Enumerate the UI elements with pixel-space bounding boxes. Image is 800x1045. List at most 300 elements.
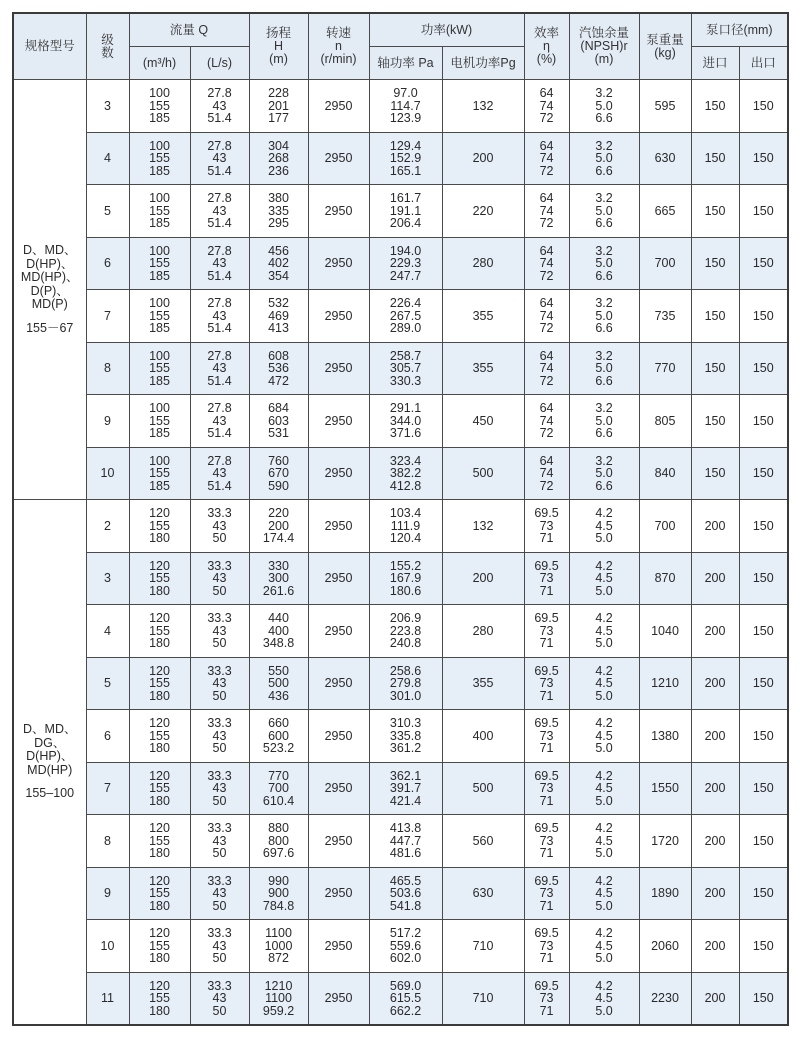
flow-m3h-cell-value: 100: [149, 243, 170, 258]
head-cell-value: 697.6: [262, 846, 295, 860]
efficiency-cell-value: 71: [539, 846, 554, 860]
shaft-power-cell-value: 247.7: [389, 268, 422, 283]
flow-ls-cell-value: 50: [212, 846, 227, 860]
npsh-cell: [569, 762, 639, 815]
shaft-power-cell-value: 152.9: [389, 151, 422, 165]
header-speed-line: (r/min): [320, 52, 357, 66]
stages-cell: 6: [86, 237, 129, 290]
motor-power-cell: 710: [442, 972, 524, 1025]
shaft-power-cell-value: 662.2: [389, 1003, 422, 1018]
efficiency-cell-value: 69.5: [534, 768, 559, 783]
shaft-power-cell-value: 103.4: [389, 506, 422, 520]
head-cell: [249, 500, 308, 553]
flow-ls-cell-value: 43: [212, 518, 227, 533]
flow-m3h-cell: [129, 552, 190, 605]
npsh-cell-value: 4.2: [595, 716, 613, 730]
head-cell: [249, 657, 308, 710]
shaft-power-cell-value: 129.4: [389, 138, 422, 153]
flow-m3h-cell: [129, 657, 190, 710]
flow-m3h-cell-value: 120: [149, 926, 170, 940]
npsh-cell-value: 4.5: [595, 728, 613, 743]
table-row: [13, 867, 788, 920]
flow-ls-cell-value: 27.8: [207, 401, 232, 415]
flow-ls-cell-value: 27.8: [207, 86, 232, 100]
head-cell: [249, 920, 308, 973]
model-code: 155–100: [25, 786, 75, 801]
shaft-power-cell: [369, 762, 442, 815]
outlet-cell: 150: [739, 920, 788, 973]
efficiency-cell-value: 73: [539, 623, 554, 638]
flow-ls-cell-value: 51.4: [207, 216, 232, 230]
flow-m3h-cell-value: 155: [149, 728, 170, 743]
flow-ls-cell: [190, 185, 249, 238]
flow-m3h-cell-value: 185: [149, 216, 170, 230]
head-cell: [249, 867, 308, 920]
npsh-cell-value: 3.2: [595, 138, 613, 153]
shaft-power-cell-value: 361.2: [389, 741, 422, 755]
npsh-cell-value: 6.6: [595, 426, 613, 440]
model-name-line: D(HP)、: [26, 749, 74, 764]
head-cell-value: 784.8: [262, 898, 295, 913]
npsh-cell-value: 4.5: [595, 833, 613, 848]
npsh-cell: [569, 342, 639, 395]
outlet-cell: 150: [739, 710, 788, 763]
outlet-cell: 150: [739, 395, 788, 448]
npsh-cell-value: 4.5: [595, 676, 613, 690]
inlet-cell: 200: [691, 657, 739, 710]
header-model: 规格型号: [13, 13, 86, 80]
stages-cell: 9: [86, 867, 129, 920]
flow-ls-cell: [190, 657, 249, 710]
flow-ls-cell: [190, 80, 249, 133]
weight-cell: 630: [639, 132, 691, 185]
npsh-cell-value: 4.5: [595, 991, 613, 1005]
flow-ls-cell: [190, 500, 249, 553]
shaft-power-cell: [369, 815, 442, 868]
flow-ls-cell-value: 50: [212, 741, 227, 755]
efficiency-cell-value: 71: [539, 531, 554, 545]
speed-cell: 2950: [308, 920, 369, 973]
shaft-power-cell-value: 206.4: [389, 216, 422, 230]
npsh-cell-value: 4.2: [595, 926, 613, 940]
npsh-cell: [569, 185, 639, 238]
flow-m3h-cell-value: 120: [149, 611, 170, 625]
flow-ls-cell-value: 43: [212, 308, 227, 323]
npsh-cell: [569, 920, 639, 973]
flow-m3h-cell: [129, 395, 190, 448]
shaft-power-cell-value: 362.1: [389, 768, 422, 783]
npsh-cell-value: 3.2: [595, 86, 613, 100]
npsh-cell: [569, 500, 639, 553]
table-row: [13, 342, 788, 395]
head-cell-value: 770: [268, 768, 289, 783]
header-weight-line: (kg): [654, 45, 676, 60]
head-cell: [249, 605, 308, 658]
weight-cell: 1720: [639, 815, 691, 868]
stages-cell: 10: [86, 920, 129, 973]
motor-power-cell: 710: [442, 920, 524, 973]
model-name-line: D(HP)、: [26, 256, 74, 271]
flow-m3h-cell-value: 155: [149, 151, 170, 165]
efficiency-cell-value: 64: [539, 453, 554, 468]
efficiency-cell-value: 69.5: [534, 978, 559, 993]
inlet-cell: 150: [691, 342, 739, 395]
flow-ls-cell-value: 51.4: [207, 268, 232, 283]
pump-spec-table: [12, 12, 789, 1026]
efficiency-cell-value: 72: [539, 426, 554, 440]
efficiency-cell-value: 74: [539, 361, 554, 375]
head-cell-value: 800: [268, 833, 289, 848]
table-row: [13, 762, 788, 815]
motor-power-cell: 132: [442, 80, 524, 133]
efficiency-cell: [524, 185, 569, 238]
header-npsh: [569, 13, 639, 80]
shaft-power-cell: [369, 80, 442, 133]
flow-m3h-cell-value: 180: [149, 741, 170, 755]
stages-cell: 5: [86, 185, 129, 238]
npsh-cell-value: 4.2: [595, 506, 613, 520]
shaft-power-cell: [369, 185, 442, 238]
table-row: [13, 447, 788, 500]
shaft-power-cell-value: 447.7: [389, 833, 422, 848]
shaft-power-cell-value: 120.4: [389, 531, 422, 545]
flow-ls-cell-value: 51.4: [207, 111, 232, 125]
efficiency-cell-value: 74: [539, 466, 554, 480]
head-cell: [249, 552, 308, 605]
npsh-cell-value: 6.6: [595, 478, 613, 493]
model-cell: [13, 80, 86, 500]
stages-cell: 10: [86, 447, 129, 500]
flow-ls-cell-value: 43: [212, 256, 227, 270]
table-row: [13, 710, 788, 763]
flow-m3h-cell-value: 120: [149, 663, 170, 678]
npsh-cell-value: 6.6: [595, 373, 613, 388]
motor-power-cell: 355: [442, 342, 524, 395]
head-cell-value: 440: [268, 611, 289, 625]
efficiency-cell-value: 73: [539, 886, 554, 900]
inlet-cell: 200: [691, 552, 739, 605]
weight-cell: 735: [639, 290, 691, 343]
weight-cell: 1380: [639, 710, 691, 763]
shaft-power-cell-value: 165.1: [389, 163, 422, 178]
efficiency-cell-value: 72: [539, 111, 554, 125]
npsh-cell-value: 5.0: [595, 951, 613, 965]
flow-m3h-cell-value: 180: [149, 1003, 170, 1018]
header-stages-line: 数: [101, 45, 114, 60]
npsh-cell-value: 3.2: [595, 401, 613, 415]
shaft-power-cell-value: 240.8: [389, 636, 422, 650]
weight-cell: 2060: [639, 920, 691, 973]
npsh-cell-value: 4.5: [595, 623, 613, 638]
header-flow-ls: (L/s): [190, 47, 249, 80]
flow-ls-cell: [190, 710, 249, 763]
head-cell-value: 1100: [265, 991, 292, 1005]
flow-ls-cell-value: 43: [212, 676, 227, 690]
shaft-power-cell-value: 289.0: [389, 321, 422, 335]
inlet-cell: 150: [691, 290, 739, 343]
flow-m3h-cell-value: 120: [149, 506, 170, 520]
weight-cell: 770: [639, 342, 691, 395]
npsh-cell-value: 3.2: [595, 348, 613, 363]
flow-ls-cell-value: 50: [212, 583, 227, 598]
stages-cell: 8: [86, 815, 129, 868]
weight-cell: 700: [639, 500, 691, 553]
shaft-power-cell-value: 421.4: [389, 793, 422, 808]
motor-power-cell: 630: [442, 867, 524, 920]
npsh-cell: [569, 815, 639, 868]
table-row: [13, 815, 788, 868]
stages-cell: 6: [86, 710, 129, 763]
header-power: 功率(kW): [369, 13, 524, 47]
head-cell-value: 472: [268, 373, 289, 388]
npsh-cell: [569, 605, 639, 658]
flow-m3h-cell: [129, 920, 190, 973]
speed-cell: 2950: [308, 80, 369, 133]
efficiency-cell-value: 69.5: [534, 506, 559, 520]
motor-power-cell: 500: [442, 447, 524, 500]
flow-ls-cell-value: 33.3: [207, 768, 232, 783]
shaft-power-cell-value: 465.5: [389, 873, 422, 888]
flow-m3h-cell: [129, 132, 190, 185]
outlet-cell: 150: [739, 867, 788, 920]
efficiency-cell-value: 69.5: [534, 821, 559, 835]
flow-ls-cell-value: 51.4: [207, 163, 232, 178]
npsh-cell: [569, 972, 639, 1025]
flow-m3h-cell: [129, 815, 190, 868]
model-name-line: MD(P): [31, 297, 68, 311]
shaft-power-cell-value: 194.0: [389, 243, 422, 258]
npsh-cell: [569, 657, 639, 710]
speed-cell: 2950: [308, 395, 369, 448]
flow-m3h-cell: [129, 605, 190, 658]
table-row: [13, 500, 788, 553]
flow-m3h-cell: [129, 447, 190, 500]
stages-cell: 7: [86, 762, 129, 815]
flow-m3h-cell-value: 185: [149, 321, 170, 335]
shaft-power-cell-value: 602.0: [389, 951, 422, 965]
shaft-power-cell-value: 155.2: [389, 558, 422, 573]
flow-m3h-cell-value: 185: [149, 426, 170, 440]
speed-cell: 2950: [308, 185, 369, 238]
shaft-power-cell: [369, 395, 442, 448]
header-port-inlet: 进口: [691, 47, 739, 80]
flow-ls-cell-value: 51.4: [207, 426, 232, 440]
weight-cell: 1210: [639, 657, 691, 710]
flow-ls-cell-value: 51.4: [207, 478, 232, 493]
table-row: [13, 185, 788, 238]
head-cell: [249, 342, 308, 395]
npsh-cell-value: 4.5: [595, 781, 613, 795]
efficiency-cell-value: 69.5: [534, 611, 559, 625]
flow-m3h-cell-value: 185: [149, 163, 170, 178]
flow-m3h-cell-value: 155: [149, 886, 170, 900]
flow-m3h-cell-value: 100: [149, 296, 170, 310]
npsh-cell-value: 4.5: [595, 886, 613, 900]
flow-ls-cell: [190, 867, 249, 920]
flow-m3h-cell-value: 120: [149, 873, 170, 888]
flow-m3h-cell-value: 155: [149, 98, 170, 113]
motor-power-cell: 132: [442, 500, 524, 553]
efficiency-cell: [524, 815, 569, 868]
efficiency-cell: [524, 552, 569, 605]
shaft-power-cell-value: 371.6: [389, 426, 422, 440]
outlet-cell: 150: [739, 500, 788, 553]
head-cell-value: 174.4: [262, 531, 295, 545]
head-cell: [249, 237, 308, 290]
flow-m3h-cell-value: 180: [149, 846, 170, 860]
efficiency-cell-value: 71: [539, 793, 554, 808]
flow-m3h-cell-value: 120: [149, 558, 170, 573]
shaft-power-cell-value: 330.3: [389, 373, 422, 388]
shaft-power-cell-value: 559.6: [389, 938, 422, 953]
table-body: [13, 80, 788, 1026]
shaft-power-cell: [369, 920, 442, 973]
flow-ls-cell-value: 33.3: [207, 821, 232, 835]
efficiency-cell-value: 64: [539, 401, 554, 415]
head-cell-value: 200: [268, 518, 289, 533]
inlet-cell: 150: [691, 132, 739, 185]
npsh-cell-value: 5.0: [595, 413, 613, 428]
efficiency-cell-value: 69.5: [534, 873, 559, 888]
flow-ls-cell-value: 27.8: [207, 138, 232, 153]
head-cell-value: 900: [268, 886, 289, 900]
speed-cell: 2950: [308, 500, 369, 553]
flow-ls-cell-value: 27.8: [207, 243, 232, 258]
npsh-cell-value: 6.6: [595, 321, 613, 335]
flow-m3h-cell-value: 180: [149, 688, 170, 703]
speed-cell: 2950: [308, 447, 369, 500]
head-cell: [249, 447, 308, 500]
flow-m3h-cell-value: 120: [149, 716, 170, 730]
shaft-power-cell: [369, 237, 442, 290]
efficiency-cell: [524, 867, 569, 920]
npsh-cell-value: 5.0: [595, 308, 613, 323]
head-cell-value: 684: [268, 401, 289, 415]
speed-cell: 2950: [308, 552, 369, 605]
npsh-cell: [569, 867, 639, 920]
outlet-cell: 150: [739, 815, 788, 868]
npsh-cell-value: 4.5: [595, 571, 613, 585]
flow-ls-cell-value: 43: [212, 833, 227, 848]
head-cell: [249, 290, 308, 343]
shaft-power-cell-value: 305.7: [389, 361, 422, 375]
flow-m3h-cell-value: 155: [149, 991, 170, 1005]
efficiency-cell-value: 72: [539, 373, 554, 388]
shaft-power-cell-value: 481.6: [389, 846, 422, 860]
outlet-cell: 150: [739, 290, 788, 343]
flow-m3h-cell-value: 100: [149, 348, 170, 363]
shaft-power-cell: [369, 867, 442, 920]
inlet-cell: 200: [691, 815, 739, 868]
flow-ls-cell-value: 50: [212, 951, 227, 965]
flow-m3h-cell-value: 180: [149, 583, 170, 598]
model-name-line: MD(HP): [27, 762, 73, 777]
shaft-power-cell-value: 391.7: [389, 781, 422, 795]
flow-ls-cell-value: 33.3: [207, 926, 232, 940]
flow-m3h-cell-value: 155: [149, 781, 170, 795]
flow-ls-cell-value: 43: [212, 991, 227, 1005]
flow-ls-cell-value: 33.3: [207, 611, 232, 625]
flow-m3h-cell-value: 185: [149, 478, 170, 493]
flow-ls-cell-value: 27.8: [207, 453, 232, 468]
npsh-cell: [569, 395, 639, 448]
header-efficiency-line: 效率: [534, 26, 560, 40]
inlet-cell: 200: [691, 762, 739, 815]
flow-ls-cell-value: 51.4: [207, 321, 232, 335]
head-cell-value: 228: [268, 86, 289, 100]
head-cell-value: 700: [268, 781, 289, 795]
head-cell-value: 608: [268, 348, 289, 363]
flow-ls-cell-value: 43: [212, 98, 227, 113]
efficiency-cell-value: 73: [539, 728, 554, 743]
header-head-line: H: [274, 39, 284, 53]
header-efficiency-line: η: [543, 39, 550, 53]
efficiency-cell-value: 73: [539, 991, 554, 1005]
efficiency-cell-value: 73: [539, 938, 554, 953]
efficiency-cell-value: 71: [539, 636, 554, 650]
model-cell: [13, 500, 86, 1026]
header-stages-line: 级: [101, 32, 114, 47]
shaft-power-cell-value: 229.3: [389, 256, 422, 270]
npsh-cell-value: 5.0: [595, 793, 613, 808]
inlet-cell: 150: [691, 395, 739, 448]
shaft-power-cell: [369, 342, 442, 395]
npsh-cell-value: 4.2: [595, 663, 613, 678]
npsh-cell-value: 6.6: [595, 163, 613, 178]
header-head-line: (m): [269, 52, 288, 66]
head-cell-value: 201: [268, 98, 289, 113]
npsh-cell-value: 5.0: [595, 256, 613, 270]
header-weight: [639, 13, 691, 80]
outlet-cell: 150: [739, 605, 788, 658]
efficiency-cell: [524, 605, 569, 658]
head-cell: [249, 185, 308, 238]
head-cell: [249, 815, 308, 868]
efficiency-cell: [524, 290, 569, 343]
weight-cell: 595: [639, 80, 691, 133]
efficiency-cell-value: 71: [539, 951, 554, 965]
head-cell-value: 500: [268, 676, 289, 690]
shaft-power-cell-value: 123.9: [389, 111, 422, 125]
stages-cell: 4: [86, 132, 129, 185]
flow-ls-cell: [190, 342, 249, 395]
shaft-power-cell-value: 615.5: [389, 991, 422, 1005]
flow-m3h-cell-value: 120: [149, 821, 170, 835]
stages-cell: 11: [86, 972, 129, 1025]
efficiency-cell-value: 73: [539, 676, 554, 690]
flow-ls-cell-value: 51.4: [207, 373, 232, 388]
npsh-cell-value: 4.2: [595, 978, 613, 993]
header-flow: 流量 Q: [129, 13, 249, 47]
model-name-line: D(P)、: [30, 283, 69, 298]
head-cell-value: 880: [268, 821, 289, 835]
flow-ls-cell: [190, 605, 249, 658]
flow-m3h-cell-value: 185: [149, 111, 170, 125]
stages-cell: 9: [86, 395, 129, 448]
npsh-cell: [569, 290, 639, 343]
head-cell: [249, 132, 308, 185]
head-cell-value: 600: [268, 728, 289, 743]
shaft-power-cell-value: 541.8: [389, 898, 422, 913]
model-name-line: D、MD、: [23, 243, 77, 257]
flow-ls-cell: [190, 290, 249, 343]
npsh-cell-value: 5.0: [595, 583, 613, 598]
shaft-power-cell: [369, 500, 442, 553]
flow-ls-cell-value: 33.3: [207, 558, 232, 573]
shaft-power-cell: [369, 132, 442, 185]
speed-cell: 2950: [308, 342, 369, 395]
inlet-cell: 200: [691, 500, 739, 553]
